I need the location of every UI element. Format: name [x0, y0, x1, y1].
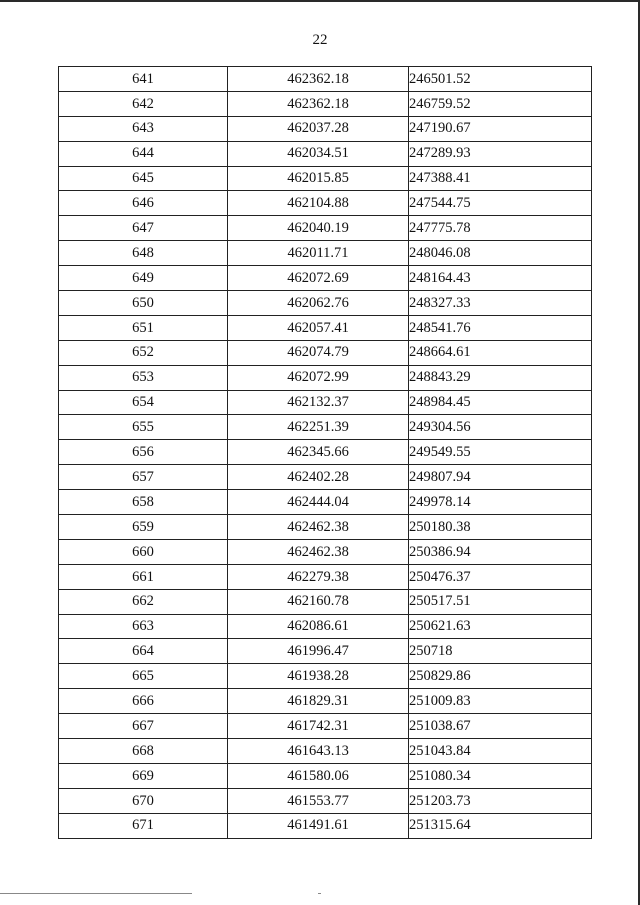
table-row [59, 191, 592, 216]
x-coordinate-cell: 462057.41 [228, 315, 409, 340]
y-coordinate-cell: 248327.33 [409, 291, 592, 316]
x-coordinate-cell: 462462.38 [228, 515, 409, 540]
point-number-cell: 651 [59, 315, 228, 340]
y-coordinate-cell: 246501.52 [409, 67, 592, 92]
table-row [59, 564, 592, 589]
table-row [59, 515, 592, 540]
point-number-cell: 670 [59, 788, 228, 813]
y-coordinate-cell: 248164.43 [409, 266, 592, 291]
y-coordinate-cell: 247289.93 [409, 141, 592, 166]
point-number-cell: 641 [59, 67, 228, 92]
table-row [59, 365, 592, 390]
table-row [59, 415, 592, 440]
x-coordinate-cell: 462034.51 [228, 141, 409, 166]
table-row [59, 116, 592, 141]
x-coordinate-cell: 461996.47 [228, 639, 409, 664]
scan-edge-top [0, 0, 640, 2]
x-coordinate-cell: 461580.06 [228, 763, 409, 788]
x-coordinate-cell: 462086.61 [228, 614, 409, 639]
x-coordinate-cell: 462015.85 [228, 166, 409, 191]
point-number-cell: 644 [59, 141, 228, 166]
x-coordinate-cell: 462132.37 [228, 390, 409, 415]
y-coordinate-cell: 250621.63 [409, 614, 592, 639]
point-number-cell: 654 [59, 390, 228, 415]
point-number-cell: 652 [59, 340, 228, 365]
point-number-cell: 669 [59, 763, 228, 788]
x-coordinate-cell: 462345.66 [228, 440, 409, 465]
table-row [59, 788, 592, 813]
y-coordinate-cell: 251038.67 [409, 714, 592, 739]
x-coordinate-cell: 462011.71 [228, 241, 409, 266]
y-coordinate-cell: 249807.94 [409, 465, 592, 490]
table-row [59, 241, 592, 266]
point-number-cell: 645 [59, 166, 228, 191]
x-coordinate-cell: 462074.79 [228, 340, 409, 365]
table-row [59, 714, 592, 739]
y-coordinate-cell: 247388.41 [409, 166, 592, 191]
table-row [59, 340, 592, 365]
y-coordinate-cell: 250517.51 [409, 589, 592, 614]
footer-rule [0, 893, 192, 894]
footer-mark [318, 893, 321, 894]
table-row [59, 689, 592, 714]
y-coordinate-cell: 250718 [409, 639, 592, 664]
point-number-cell: 660 [59, 539, 228, 564]
table-row [59, 739, 592, 764]
table-row [59, 614, 592, 639]
table-row [59, 141, 592, 166]
point-number-cell: 646 [59, 191, 228, 216]
x-coordinate-cell: 462072.99 [228, 365, 409, 390]
table-row [59, 166, 592, 191]
y-coordinate-cell: 248984.45 [409, 390, 592, 415]
x-coordinate-cell: 461491.61 [228, 813, 409, 838]
y-coordinate-cell: 246759.52 [409, 91, 592, 116]
y-coordinate-cell: 250829.86 [409, 664, 592, 689]
point-number-cell: 668 [59, 739, 228, 764]
point-number-cell: 665 [59, 664, 228, 689]
y-coordinate-cell: 251009.83 [409, 689, 592, 714]
table-row [59, 266, 592, 291]
x-coordinate-cell: 462040.19 [228, 216, 409, 241]
x-coordinate-cell: 461938.28 [228, 664, 409, 689]
y-coordinate-cell: 250180.38 [409, 515, 592, 540]
point-number-cell: 663 [59, 614, 228, 639]
point-number-cell: 656 [59, 440, 228, 465]
coordinates-table [58, 66, 592, 839]
y-coordinate-cell: 248046.08 [409, 241, 592, 266]
x-coordinate-cell: 461553.77 [228, 788, 409, 813]
table-row [59, 664, 592, 689]
y-coordinate-cell: 251043.84 [409, 739, 592, 764]
x-coordinate-cell: 461643.13 [228, 739, 409, 764]
point-number-cell: 657 [59, 465, 228, 490]
point-number-cell: 649 [59, 266, 228, 291]
y-coordinate-cell: 251080.34 [409, 763, 592, 788]
table-row [59, 91, 592, 116]
point-number-cell: 667 [59, 714, 228, 739]
x-coordinate-cell: 462104.88 [228, 191, 409, 216]
x-coordinate-cell: 462279.38 [228, 564, 409, 589]
table-row [59, 390, 592, 415]
point-number-cell: 642 [59, 91, 228, 116]
page-number: 22 [312, 32, 328, 48]
y-coordinate-cell: 249978.14 [409, 490, 592, 515]
table-row [59, 763, 592, 788]
table-row [59, 315, 592, 340]
point-number-cell: 666 [59, 689, 228, 714]
point-number-cell: 664 [59, 639, 228, 664]
x-coordinate-cell: 462444.04 [228, 490, 409, 515]
table-row [59, 589, 592, 614]
point-number-cell: 643 [59, 116, 228, 141]
x-coordinate-cell: 462072.69 [228, 266, 409, 291]
table-row [59, 465, 592, 490]
point-number-cell: 671 [59, 813, 228, 838]
table-row [59, 639, 592, 664]
y-coordinate-cell: 248541.76 [409, 315, 592, 340]
table-row [59, 216, 592, 241]
coordinates-table-body [59, 67, 592, 839]
y-coordinate-cell: 250476.37 [409, 564, 592, 589]
y-coordinate-cell: 248664.61 [409, 340, 592, 365]
table-row [59, 539, 592, 564]
table-row [59, 291, 592, 316]
table-row [59, 67, 592, 92]
y-coordinate-cell: 249304.56 [409, 415, 592, 440]
x-coordinate-cell: 462037.28 [228, 116, 409, 141]
x-coordinate-cell: 462402.28 [228, 465, 409, 490]
y-coordinate-cell: 251203.73 [409, 788, 592, 813]
y-coordinate-cell: 251315.64 [409, 813, 592, 838]
y-coordinate-cell: 247775.78 [409, 216, 592, 241]
x-coordinate-cell: 461742.31 [228, 714, 409, 739]
point-number-cell: 661 [59, 564, 228, 589]
x-coordinate-cell: 462160.78 [228, 589, 409, 614]
point-number-cell: 662 [59, 589, 228, 614]
point-number-cell: 647 [59, 216, 228, 241]
x-coordinate-cell: 461829.31 [228, 689, 409, 714]
point-number-cell: 650 [59, 291, 228, 316]
point-number-cell: 655 [59, 415, 228, 440]
y-coordinate-cell: 249549.55 [409, 440, 592, 465]
table-row [59, 490, 592, 515]
x-coordinate-cell: 462362.18 [228, 67, 409, 92]
y-coordinate-cell: 247190.67 [409, 116, 592, 141]
point-number-cell: 659 [59, 515, 228, 540]
point-number-cell: 658 [59, 490, 228, 515]
table-row [59, 440, 592, 465]
y-coordinate-cell: 250386.94 [409, 539, 592, 564]
x-coordinate-cell: 462362.18 [228, 91, 409, 116]
y-coordinate-cell: 247544.75 [409, 191, 592, 216]
point-number-cell: 653 [59, 365, 228, 390]
x-coordinate-cell: 462462.38 [228, 539, 409, 564]
point-number-cell: 648 [59, 241, 228, 266]
x-coordinate-cell: 462251.39 [228, 415, 409, 440]
y-coordinate-cell: 248843.29 [409, 365, 592, 390]
x-coordinate-cell: 462062.76 [228, 291, 409, 316]
table-row [59, 813, 592, 838]
